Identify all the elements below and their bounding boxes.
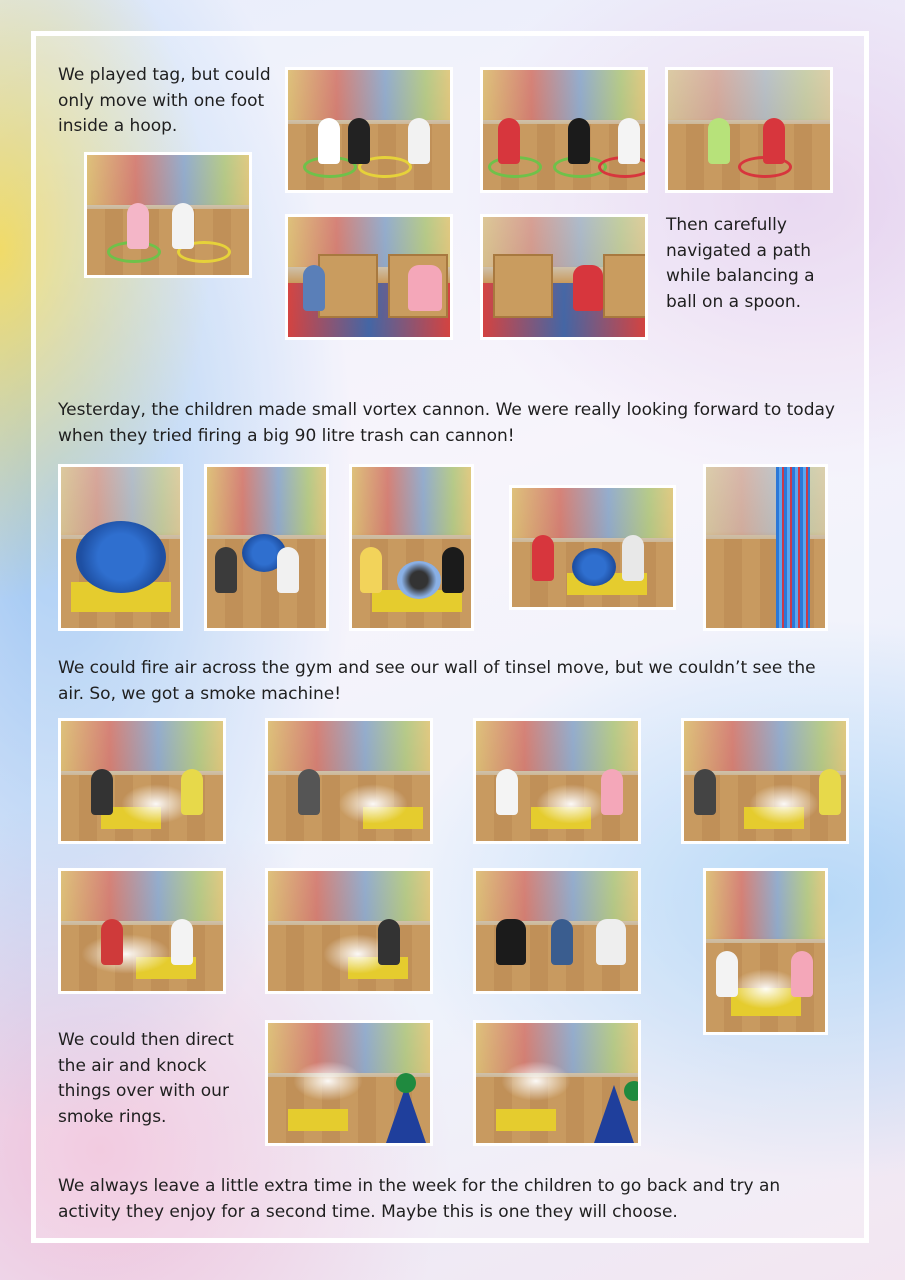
photo-smoke-machine-7 (473, 868, 641, 994)
photo-trash-cannon-2 (204, 464, 329, 631)
photo-hoop-tag-4 (665, 67, 833, 193)
photo-smoke-machine-2 (265, 718, 433, 844)
photo-smoke-machine-4 (681, 718, 849, 844)
paragraph-closing: We always leave a little extra time in the week for the children to go back and try an activity they enjoy for a second time. Maybe this is one they will choose. (58, 1176, 781, 1222)
paragraph-tag: We played tag, but could only move with one foot inside a hoop. (58, 65, 271, 136)
paragraph-vortex: Yesterday, the children made small vortex cannon. We were really looking forward to today when they tried firing a big 90 litre trash can cannon! (58, 400, 835, 446)
photo-trash-cannon-1 (58, 464, 183, 631)
photo-smoke-machine-8 (703, 868, 828, 1035)
photo-smoke-machine-5 (58, 868, 226, 994)
photo-tinsel-wall (703, 464, 828, 631)
photo-smoke-machine-3 (473, 718, 641, 844)
paragraph-rings: We could then direct the air and knock things over with our smoke rings. (58, 1030, 234, 1127)
photo-smoke-machine-1 (58, 718, 226, 844)
photo-spoon-path-1 (285, 214, 453, 340)
photo-hoop-tag-1 (84, 152, 252, 278)
photo-smoke-rings-2 (473, 1020, 641, 1146)
paragraph-smoke: We could fire air across the gym and see our wall of tinsel move, but we couldn’t see the air. So, we got a smoke machine! (58, 658, 816, 704)
photo-spoon-path-2 (480, 214, 648, 340)
photo-smoke-machine-6 (265, 868, 433, 994)
paragraph-spoon: Then carefully navigated a path while balancing a ball on a spoon. (666, 215, 815, 312)
photo-trash-cannon-3 (349, 464, 474, 631)
photo-hoop-tag-3 (480, 67, 648, 193)
photo-hoop-tag-2 (285, 67, 453, 193)
photo-smoke-rings-1 (265, 1020, 433, 1146)
photo-trash-cannon-4 (509, 485, 676, 610)
